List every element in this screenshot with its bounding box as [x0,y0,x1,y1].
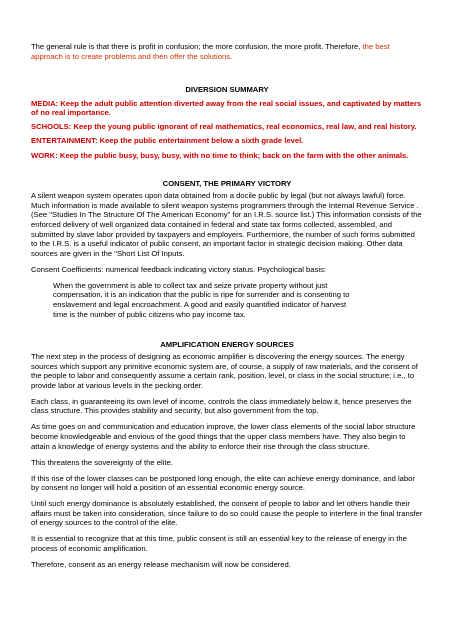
document-page [31,42,423,576]
diversion-schools: SCHOOLS: Keep the young public ignorant of real mathematics, real economics, real law, and real history. [31,122,417,132]
amplification-paragraph: As time goes on and communication and education improve, the lower class elements of the social labor structure become knowledgeable and envious of the good things that the upper class members have. They also begin to attain a knowledge of energy systems and the ability to enforce their rise through the class structure. [31,422,416,451]
diversion-heading: DIVERSION SUMMARY [185,84,269,94]
diversion-summary [31,85,423,161]
amplification-paragraph: If this rise of the lower classes can be postponed long enough, the elite can achieve energy dominance, and labor by consent no longer will hold a position of an essential economic energy source. [31,473,415,493]
consent-paragraph-2: Consent Coefficients: numerical feedback indicating victory status. Psychological basis: [31,264,327,274]
amplification-paragraph: It is essential to recognize that at this time, public consent is still an essential key to the release of energy in the process of economic amplification. [31,534,407,553]
amplification-section [31,340,423,570]
consent-heading: CONSENT, THE PRIMARY VICTORY [162,178,292,188]
intro-paragraph [31,42,423,61]
amplification-paragraph: Until such energy dominance is absolutely established, the consent of people to labor and let others handle their affairs must be taken into consideration, since failure to do so could cause the people to interfere in the final transfer of energy sources to the control of the elite. [31,499,423,528]
intro-text: The general rule is that there is profit in confusion; the more confusion, the more profit. Therefore, [31,42,363,51]
amplification-paragraph: The next step in the process of designing as economic amplifier is discovering the energy sources. The energy sources which support any primitive economic system are, of course, a supply of raw materials, and the consent of the people to labor and consequently assume a certain rank, position, level, or class in the social structure; i.e., to provide labor at various levels in the pecking order. [31,352,418,390]
diversion-work: WORK: Keep the public busy, busy, busy, with no time to think; back on the farm with the other animals. [31,150,409,160]
consent-paragraph-1: A silent weapon system operates upon data obtained from a docile public by legal (but not always lawful) force. Much information is made available to silent weapon systems programmers through the Internal Revenue Service . (See "Studies In The Structure Of The American Economy" for an I.R.S. source list.) This information consists of the enforced delivery of well organized data contained in federal and state tax forms collected, assembled, and submitted by slave labor provided by taxpayers and employers. Furthermore, the number of such forms submitted to the I.R.S. is a useful indicator of public consent, an important factor in strategic decision making. Other data sources are given in the "Short List Of Inputs. [31,191,422,258]
intro-highlight: the best approach is to create problems and then offer the solutions. [31,42,390,61]
consent-quote: When the government is able to collect tax and seize private property without just compensation, it is an indication that the public is ripe for surrender and is consenting to enslavement and legal encroachment. A good and easily quantified indicator of harvest time is the number of public citizens who pay income tax. [53,280,350,319]
amplification-heading: AMPLIFICATION ENERGY SOURCES [160,339,294,349]
diversion-media: MEDIA: Keep the adult public attention diverted away from the real social issues, and captivated by matters of no real importance. [31,98,422,118]
amplification-paragraph: Each class, in guaranteeing its own level of income, controls the class immediately below it, hence preserves the class structure. This provides stability and security, but also government from the top. [31,396,412,416]
amplification-paragraph: This threatens the sovereignty of the elite. [31,457,173,467]
amplification-paragraph: Therefore, consent as an energy release mechanism will now be considered. [31,559,291,569]
diversion-entertainment: ENTERTAINMENT: Keep the public entertainment below a sixth grade level. [31,136,304,146]
consent-section [31,179,423,320]
